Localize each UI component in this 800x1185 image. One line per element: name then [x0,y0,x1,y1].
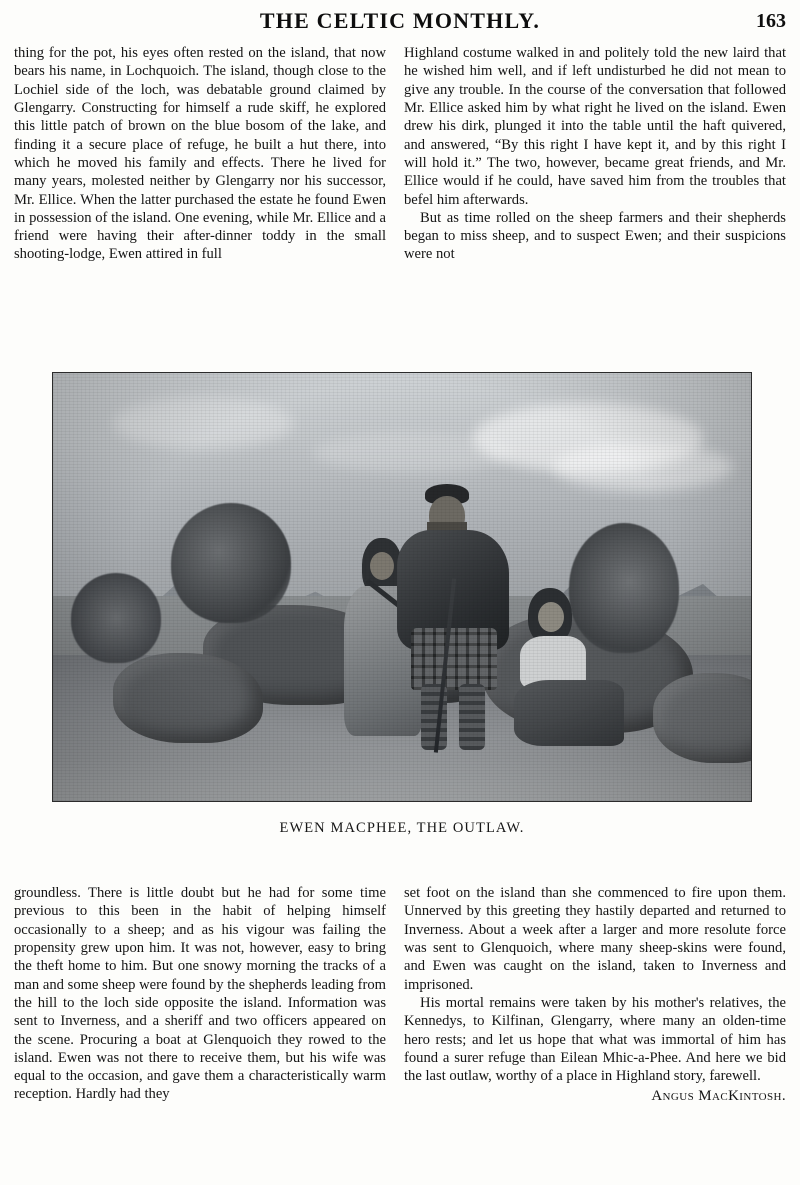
paragraph: thing for the pot, his eyes often rested on the island, that now bears his name, in Lochquoich. The island, though close to the Lochiel side of the loch, was debatable ground claimed by Glengarry. Constructing for himself a rude skiff, he explored this little patch of brown on the blue bosom of the lake, and finding it a secure place of refuge, he built a hut there, into which he moved his family and effects. There he lived for many years, molested neither by Glengarry nor his successor, Mr. Ellice. When the latter purchased the estate he found Ewen in possession of the island. One evening, while Mr. Ellice and a friend were having their after-dinner toddy in the small shooting-lodge, Ewen attired in full [14,45,386,263]
shrub [171,503,291,623]
publication-title: THE CELTIC MONTHLY. [259,8,541,33]
column-top-right [404,44,786,264]
column-top-left [14,44,386,264]
boulder [113,653,263,743]
leg [459,684,485,750]
figure-caption: EWEN MACPHEE, THE OUTLAW. [279,820,525,836]
illustration-image [52,372,752,802]
running-head [0,8,800,38]
cloud [313,433,513,473]
paragraph: But as time rolled on the sheep farmers and their shepherds began to miss sheep, and to suspect Ewen; and their suspicions were not [404,209,786,263]
illustration-figure [52,372,752,837]
face [538,602,564,632]
boulder [653,673,752,763]
column-bottom-right [404,884,786,1106]
figure-outlaw [383,478,523,748]
paragraph: set foot on the island than she commenced to fire upon them. Unnerved by this greeting they hastily departed and returned to Inverness. About a week after a larger and more resolute force was sent to Glenquoich, where many sheep-skins were found, and Ewen was caught on the island, taken to Inverness and imprisoned. [404,885,786,993]
cloud [553,443,733,491]
cloud [113,397,293,449]
skirt [514,680,624,746]
column-bottom-left [14,884,386,1104]
paragraph: Highland costume walked in and politely told the new laird that he wished him well, and if left undisturbed he did not mean to give any trouble. In the course of the conversation that followed Mr. Ellice asked him by what right he lived on the island. Ewen drew his dirk, plunged it into the table until the haft quivered, and answered, “By this right I have kept it, and by this right I will hold it.” The two, however, became great friends, and Mr. Ellice would if he could, have saved him from the troubles that befel him afterwards. [404,45,786,208]
paragraph: groundless. There is little doubt but he had for some time previous to this been in the habit of helping himself occasionally to a sheep; and as his vigour was failing the propensity grew upon him. It was not, however, easy to bring the theft home to him. But one snowy morning the tracks of a man and some sheep were found by the shepherds leading from the hill to the loch side opposite the island. Information was sent to Inverness, and a sheriff and two officers appeared on the scene. Procuring a boat at Glenquoich they rowed to the island. Ewen was not there to receive them, but his wife was equal to the occasion, and gave them a characteristically warm reception. Hardly had they [14,885,386,1103]
figure-girl [508,588,638,748]
author-signature: Angus MacKintosh. [651,1088,786,1105]
paragraph: His mortal remains were taken by his mother's relatives, the Kennedys, to Kilfinan, Glengarry, where many an olden-time hero rests; and let us hope that what was immortal of him has found a surer refuge than Eilean Mhic-a-Phee. And here we bid the last outlaw, worthy of a place in Highland story, farewell. [404,994,786,1085]
shrub [71,573,161,663]
page-number: 163 [756,10,786,32]
tartan-kilt [411,628,497,690]
